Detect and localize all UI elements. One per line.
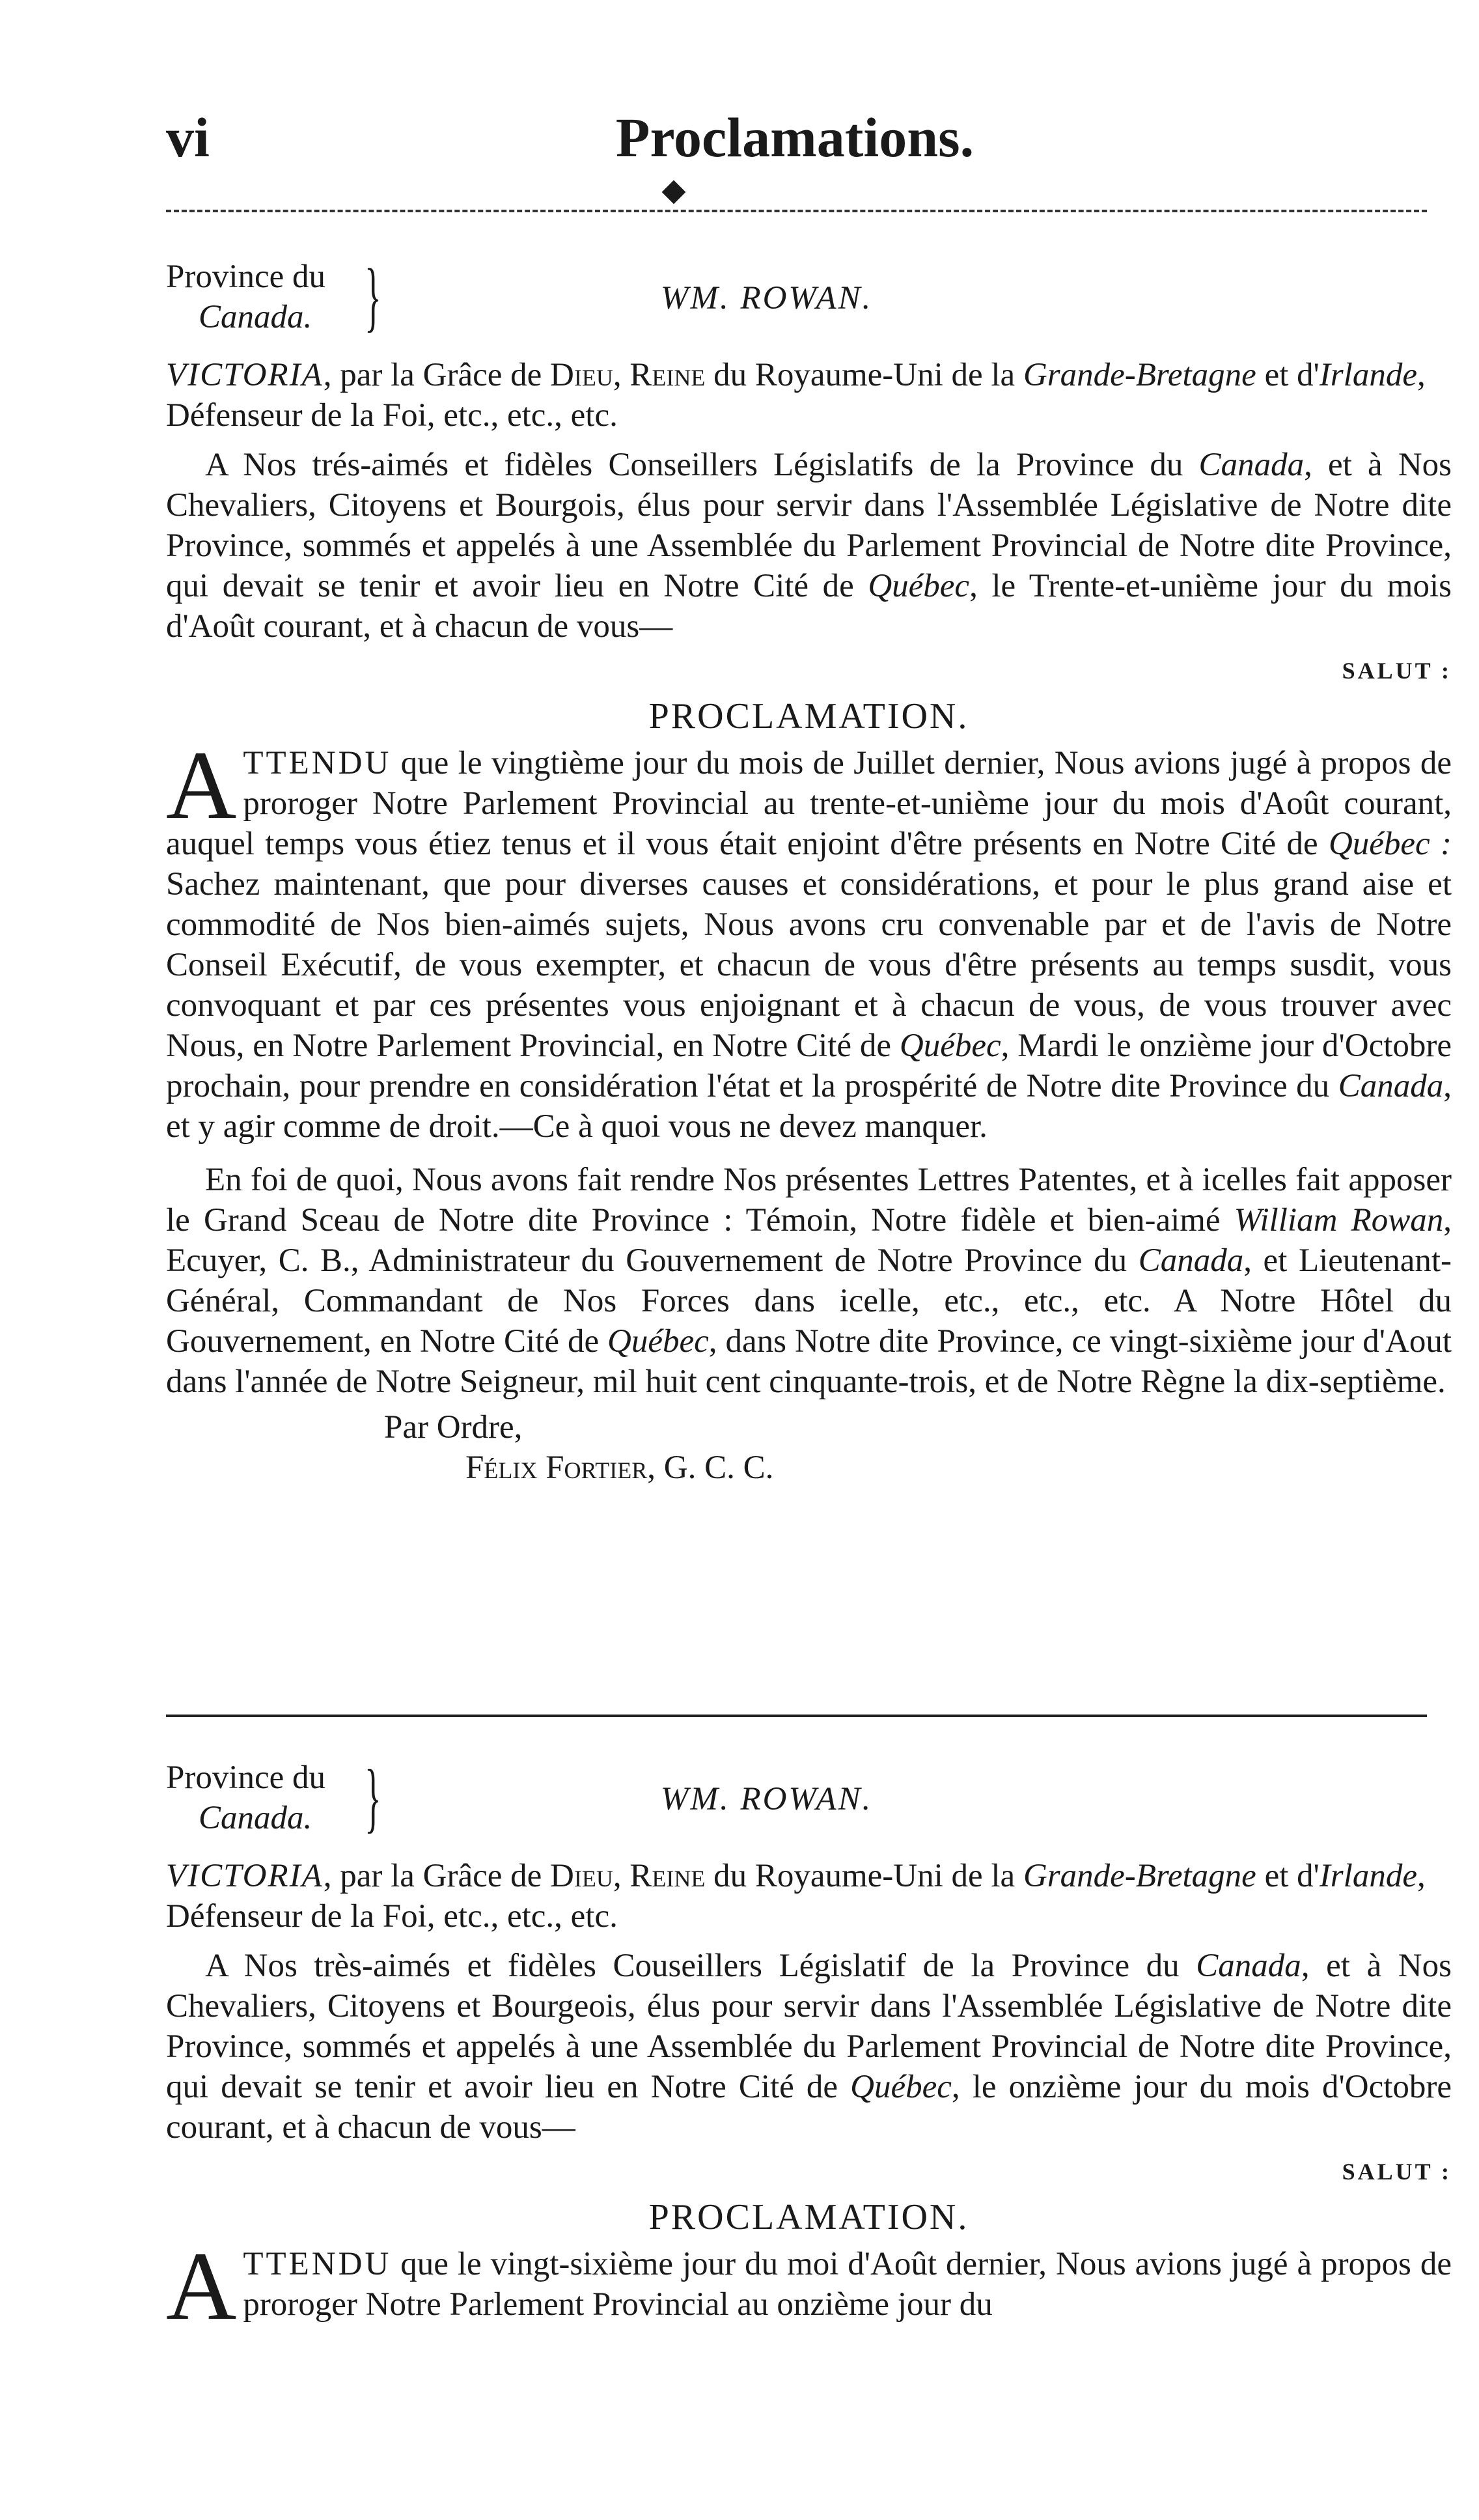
drop-cap: A	[166, 731, 237, 839]
salutation: SALUT :	[1342, 2159, 1452, 2185]
province-label: Province du	[166, 259, 326, 295]
signer: WM. ROWAN.	[661, 280, 873, 316]
province-label: Province du	[166, 1759, 326, 1796]
province-name: Canada.	[199, 1800, 312, 1836]
section-divider	[166, 1715, 1427, 1717]
proclamation-heading: PROCLAMATION.	[648, 2197, 969, 2237]
proclamation-heading: PROCLAMATION.	[648, 696, 969, 736]
signature: Félix Fortier, G. C. C.	[465, 1449, 774, 1486]
salutation: SALUT :	[1342, 658, 1452, 684]
page-number: vi	[166, 106, 210, 169]
header-rule	[166, 210, 1427, 212]
par-ordre: Par Ordre,	[384, 1409, 523, 1446]
drop-cap: A	[166, 2232, 237, 2340]
address-paragraph: A Nos trés-aimés et fidèles Conseillers Législatifs de la Province du Canada, et à Nos Chevaliers, Citoyens et Bourgois, élus pour servir dans l'Assemblée Législative de Notre dite Province, sommés et appelés à une Assemblée du Parlement Provincial de Notre dite Province, qui devait se tenir et avoir lieu en Notre Cité de Québec, le Trente-et-unième jour du mois d'Août courant, et à chacun de vous—	[166, 447, 1452, 645]
running-header	[166, 106, 1424, 181]
ornament-icon	[662, 180, 686, 204]
province-heading	[166, 253, 1452, 355]
signer: WM. ROWAN.	[661, 1781, 873, 1817]
preamble: VICTORIA, par la Grâce de Dieu, Reine du Royaume-Uni de la Grande-Bretagne et d'Irlande, Défenseur de la Foi, etc., etc., etc.	[166, 1858, 1426, 1935]
proclamation-body: ATTENDU que le vingt-sixième jour du moi d'Août dernier, Nous avions jugé à propos de proroger Notre Parlement Provincial au onzième jour du	[166, 2232, 1452, 2340]
victoria-name: VICTORIA	[166, 357, 324, 393]
proclamation-2	[166, 1754, 1452, 2340]
proclamation-body: ATTENDU que le vingtième jour du mois de Juillet dernier, Nous avions jugé à propos de proroger Notre Parlement Provincial au trente-et-unième jour du mois d'Août courant, auquel temps vous étiez tenus et il vous était enjoint d'être présents en Notre Cité de Québec : Sachez maintenant, que pour diverses causes et considérations, et pour le plus grand aise et commodité de Nos bien-aimés sujets, Nous avons cru convenable par et de l'avis de Notre Conseil Exécutif, de vous exempter, et chacun de vous d'être présents au temps susdit, vous convoquant et par ces présentes vous enjoignant et à chacun de vous, de vous trouver avec Nous, en Notre Parlement Provincial, en Notre Cité de Québec, Mardi le onzième jour d'Octobre prochain, pour prendre en considération l'état et la prospérité de Notre dite Province du Canada, et y agir comme de droit.—Ce à quoi vous ne devez manquer.	[166, 731, 1452, 1145]
address-paragraph: A Nos très-aimés et fidèles Couseillers Législatif de la Province du Canada, et à Nos Chevaliers, Citoyens et Bourgeois, élus pour servir dans l'Assemblée Législative de Notre dite Province, sommés et appelés à une Assemblée du Parlement Provincial de Notre dite Province, qui devait se tenir et avoir lieu en Notre Cité de Québec, le onzième jour du mois d'Octobre courant, et à chacun de vous—	[166, 1948, 1452, 2146]
running-title: Proclamations.	[615, 106, 974, 169]
victoria-name: VICTORIA	[166, 1858, 324, 1894]
province-heading	[166, 1754, 1452, 1856]
brace-icon: }	[365, 253, 381, 339]
preamble: VICTORIA, par la Grâce de Dieu, Reine du Royaume-Uni de la Grande-Bretagne et d'Irlande, Défenseur de la Foi, etc., etc., etc.	[166, 357, 1426, 434]
proclamation-1	[166, 253, 1452, 1488]
witness-paragraph: En foi de quoi, Nous avons fait rendre Nos présentes Lettres Patentes, et à icelles fait apposer le Grand Sceau de Notre dite Province : Témoin, Notre fidèle et bien-aimé William Rowan, Ecuyer, C. B., Administrateur du Gouvernement de Notre Province du Canada, et Lieutenant-Général, Commandant de Nos Forces dans icelle, etc., etc., etc. A Notre Hôtel du Gouvernement, en Notre Cité de Québec, dans Notre dite Province, ce vingt-sixième jour d'Aout dans l'année de Notre Seigneur, mil huit cent cinquante-trois, et de Notre Règne la dix-septième.	[166, 1162, 1452, 1400]
province-name: Canada.	[199, 299, 312, 335]
brace-icon: }	[365, 1754, 381, 1840]
